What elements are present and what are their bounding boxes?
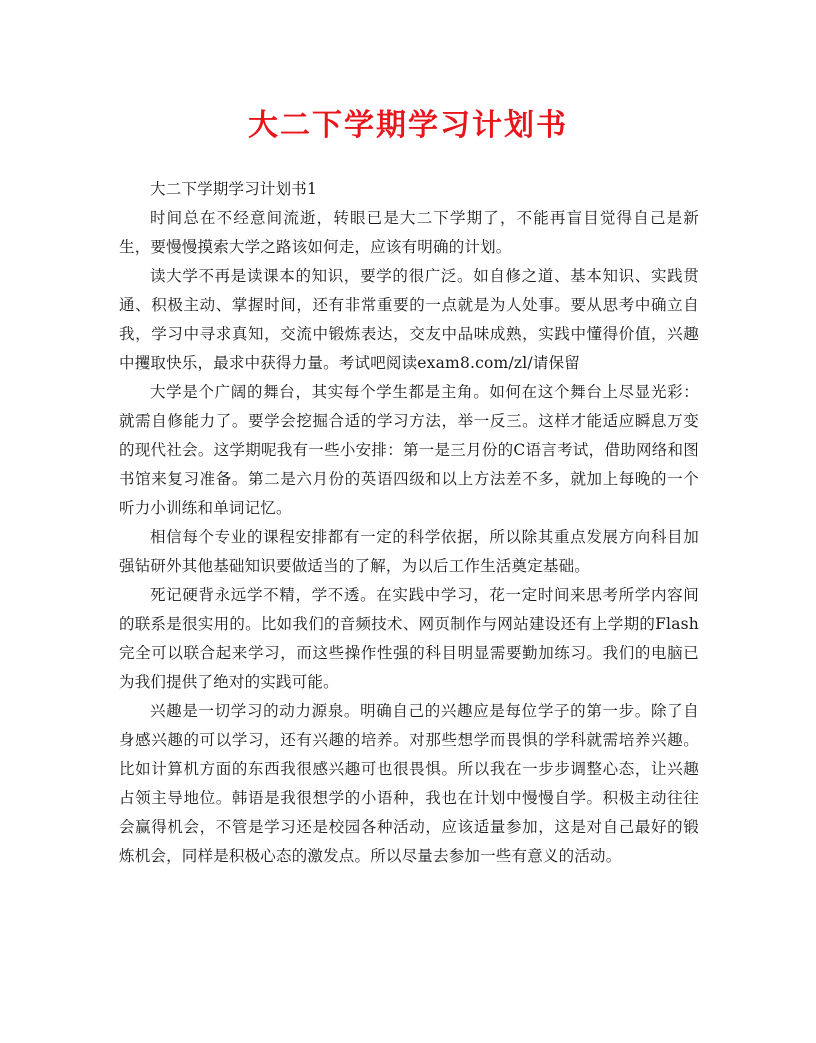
- paragraph-6: 兴趣是一切学习的动力源泉。明确自己的兴趣应是每位学子的第一步。除了自身感兴趣的可以学习，还有兴趣的培养。对那些想学而畏惧的学科就需培养兴趣。比如计算机方面的东西我很感兴趣可也很畏惧。所以我在一步步调整心态，让兴趣占领主导地位。韩语是我很想学的小语种，我也在计划中慢慢自学。积极主动往往会赢得机会，不管是学习还是校园各种活动，应该适量参加，这是对自己最好的锻炼机会，同样是积极心态的激发点。所以尽量去参加一些有意义的活动。: [119, 702, 699, 865]
- paragraph-4: 相信每个专业的课程安排都有一定的科学依据，所以除其重点发展方向科目加强钻研外其他基础知识要做适当的了解，为以后工作生活奠定基础。: [119, 528, 699, 575]
- paragraph-1: 时间总在不经意间流逝，转眼已是大二下学期了，不能再盲目觉得自己是新生，要慢慢摸索大学之路该如何走，应该有明确的计划。: [119, 209, 699, 256]
- paragraph-5: 死记硬背永远学不精，学不透。在实践中学习，花一定时间来思考所学内容间的联系是很实用的。比如我们的音频技术、网页制作与网站建设还有上学期的Flash完全可以联合起来学习，而这些操作性强的科目明显需要勤加练习。我们的电脑已为我们提供了绝对的实践可能。: [119, 586, 699, 691]
- document-body: [119, 175, 699, 871]
- section-heading: 大二下学期学习计划书1: [150, 180, 318, 198]
- document-title: 大二下学期学习计划书: [248, 108, 568, 143]
- paragraph-3: 大学是个广阔的舞台，其实每个学生都是主角。如何在这个舞台上尽显光彩：就需自修能力了。要学会挖掘合适的学习方法，举一反三。这样才能适应瞬息万变的现代社会。这学期呢我有一些小安排：第一是三月份的C语言考试，借助网络和图书馆来复习准备。第二是六月份的英语四级和以上方法差不多，就加上每晚的一个听力小训练和单词记忆。: [119, 383, 699, 517]
- paragraph-2: 读大学不再是读课本的知识，要学的很广泛。如自修之道、基本知识、实践贯通、积极主动、掌握时间，还有非常重要的一点就是为人处事。要从思考中确立自我，学习中寻求真知，交流中锻炼表达，交友中品味成熟，实践中懂得价值，兴趣中攫取快乐，最求中获得力量。考试吧阅读exam8.com/zl/请保留: [119, 267, 699, 372]
